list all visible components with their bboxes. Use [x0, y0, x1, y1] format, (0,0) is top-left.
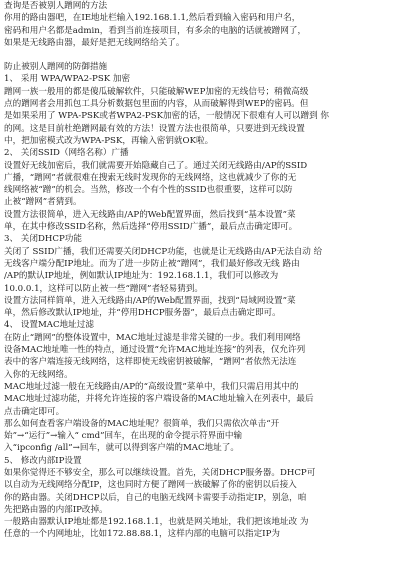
- section-heading: 2、 关闭SSID（网络名称）广播: [4, 148, 129, 159]
- paragraph-line: 的网。这是目前杜绝蹭网最有效的方法！设置方法也很简单，只要进到无线设置: [4, 123, 305, 134]
- intro-line: 密码和用户名都是admin，看到当前连接项目，有多余的电脑的话就被蹭网了，: [4, 25, 307, 36]
- paragraph-line: 无线客户端分配IP地址。而为了进一步防止被“蹭网”，我们最好修改无线 路由: [4, 258, 300, 269]
- paragraph-line: 入你的无线网络。: [4, 369, 73, 380]
- paragraph-line: 关闭了 SSID广播，我们还需要关闭DHCP功能，也就是让无线路由/AP无法自动 给: [4, 246, 323, 257]
- paragraph-line: MAC地址过滤一般在无线路由/AP的“高级设置”菜单中，我们只需启用其中的: [4, 381, 299, 392]
- paragraph-line: MAC地址过滤功能，并将允许连接的客户端设备的MAC地址输入在列表中，最后: [4, 394, 314, 405]
- main-title: 防止被别人蹭网的防御措施: [4, 62, 108, 73]
- paragraph-line: /AP的默认IP地址，例如默认IP地址为：192.168.1.1，我们可以修改为: [4, 271, 279, 282]
- paragraph-line: 设置方法很简单，进入无线路由/AP的Web配置界面，然后找到“基本设置”菜: [4, 209, 296, 220]
- paragraph-line: 设备MAC地址唯一性的特点，通过设置“允许MAC地址连接”的列表，仅允许列: [4, 345, 306, 356]
- paragraph-line: 中，把加密模式改为WPA-PSK，再输入密钥就OK啦。: [4, 135, 214, 146]
- paragraph-line: 点的蹭网者会用抓包工具分析数据包里面的内容，从而破解得到WEP的密码。但: [4, 99, 309, 110]
- paragraph-line: 先把路由器的内部IP改掉。: [4, 504, 108, 515]
- intro-section: [4, 0, 394, 49]
- paragraph-line: 在防止“蹭网”的整体设置中，MAC地址过滤是非常关键的一步。我们利用网络: [4, 332, 301, 343]
- section-heading: 3、 关闭DHCP功能: [4, 234, 82, 245]
- intro-title: 查询是否被别人蹭网的方法: [4, 1, 108, 11]
- paragraph-line: 一般路由器默认IP地址都是192.168.1.1，也就是网关地址，我们把该地址改 为: [4, 517, 309, 528]
- paragraph-line: 蹭网一族一般用的都是傻瓜破解软件，只能破解WEP加密的无线信号；稍微高级: [4, 86, 309, 97]
- paragraph-line: 单，然后修改默认IP地址，并“停用DHCP服务器”，最后点击确定即可。: [4, 308, 281, 319]
- paragraph-line: 广播，“蹭网”者就很难在搜索无线时发现你的无线网络，这也就减少了你的无: [4, 172, 297, 183]
- section-wpa: [4, 73, 394, 147]
- section-mac-filter: [4, 319, 394, 454]
- paragraph-line: 10.0.0.1，这样可以防止被一些“蹭网”者轻易猜到。: [4, 283, 204, 294]
- paragraph-line: 以自动为无线网络分配IP，这也同时方便了蹭网一族破解了你的密钥以后接入: [4, 480, 297, 491]
- paragraph-line: 那么如何查看客户端设备的MAC地址呢？很简单，我们只需依次单击“开: [4, 418, 280, 429]
- paragraph-line: 任意的一个内网地址，比如172.88.88.1，这样内部的电脑可以指定IP为: [4, 529, 280, 540]
- intro-line: 你用的路由器吧，在IE地址栏输入192.168.1.1,然后看到输入密码和用户名，: [4, 13, 301, 24]
- section-heading: 5、 修改内部IP设置: [4, 455, 82, 466]
- paragraph-line: 点击确定即可。: [4, 406, 65, 417]
- paragraph-line: 设置方法同样简单，进入无线路由/AP的Web配置界面，找到“局域网设置”菜: [4, 295, 296, 306]
- paragraph-line: 表中的客户端连接无线网络，这样即使无线密钥被破解，“蹭网”者依然无法连: [4, 357, 297, 368]
- section-heading: 1、 采用 WPA/WPA2-PSK 加密: [4, 74, 131, 85]
- paragraph-line: 是如果采用了 WPA-PSK或者WPA2-PSK加密的话，一般情况下很难有人可以蹭到 你: [4, 111, 330, 122]
- paragraph-line: 止被“蹭网”者猜到。: [4, 197, 82, 208]
- section-dhcp: [4, 233, 394, 319]
- spacer: [4, 49, 394, 61]
- section-heading: 4、 设置MAC地址过滤: [4, 320, 94, 331]
- paragraph-line: 设置好无线加密后，我们就需要开始隐藏自己了。通过关闭无线路由/AP的SSID: [4, 160, 308, 171]
- paragraph-line: 单，在其中修改SSID名称，然后选择“停用SSID广播”，最后点击确定即可。: [4, 222, 298, 233]
- paragraph-line: 如果你觉得还不够安全，那么可以继续设置。首先，关闭DHCP服务器。DHCP可: [4, 467, 316, 478]
- section-internal-ip: [4, 455, 394, 541]
- intro-line: 如果是无线路由器，最好是把无线网络给关了。: [4, 37, 185, 48]
- paragraph-line: 始”→“运行”→输入“ cmd”回车，在出现的命令提示符界面中输: [4, 431, 243, 442]
- paragraph-line: 入“ipconfig /all”→回车，就可以得到客户端的MAC地址了。: [4, 443, 239, 454]
- paragraph-line: 线网络被“蹭”的机会。当然，修改一个有个性的SSID也很重要，这样可以防: [4, 185, 293, 196]
- section-ssid: [4, 147, 394, 233]
- paragraph-line: 你的路由器。关闭DHCP以后，自己的电脑无线网卡需要手动指定IP，别急，咱: [4, 492, 307, 503]
